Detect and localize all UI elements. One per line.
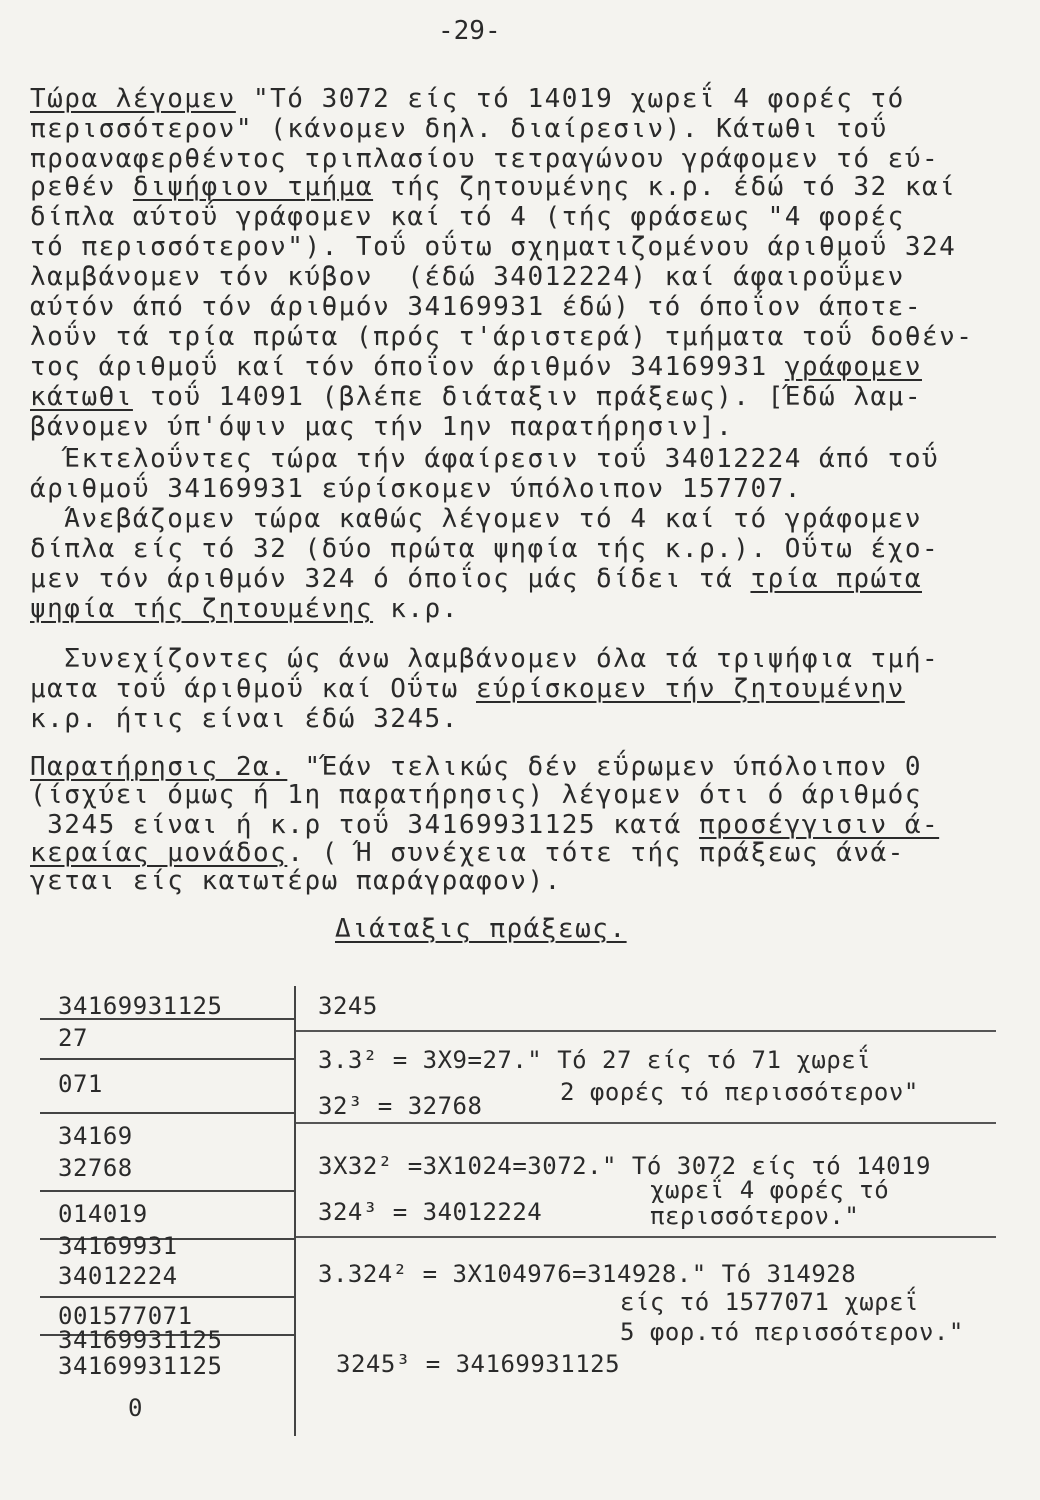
text-run: Άνεβάζομεν τώρα καθώς λέγομεν τό 4 καί τό γράφομεν [30,504,922,534]
underlined-text: τρία πρώτα [750,564,922,594]
text-run: τοΰ 14091 (βλέπε διάταξιν πράξεως). [Έδώ λαμ- [132,382,922,412]
right-value: 2 φορές τό περισσότερον" [560,1078,919,1106]
right-value: 3245 [318,992,378,1020]
column-divider [294,986,296,1436]
text-line [30,564,922,594]
text-line [30,202,905,232]
text-run: τό περισσότερον"). Τοΰ οΰτω σχηματιζομένου άριθμοΰ 324 [30,232,957,262]
rule [40,1190,294,1192]
text-run: τος άριθμοΰ καί τόν όποΐον άριθμόν 34169931 [30,352,785,382]
text-line [30,866,562,896]
text-line [30,352,922,382]
text-run: Έκτελοΰντες τώρα τήν άφαίρεσιν τοΰ 34012224 άπό τοΰ [30,444,940,474]
rule [40,1112,294,1114]
text-line [30,780,922,810]
text-run: μεν τόν άριθμόν 324 ό όποΐος μάς δίδει τά [30,564,751,594]
text-run: ματα τοΰ άριθμοΰ καί Οΰτω [30,674,476,704]
text-run: δίπλα αύτοΰ γράφομεν καί τό 4 (τής φράσεως "4 φορές [30,202,905,232]
left-value: 34169 [58,1122,133,1150]
left-value: 071 [58,1070,103,1098]
left-value: 32768 [58,1154,133,1182]
right-value: 5 φορ.τό περισσότερον." [620,1318,964,1346]
text-line [30,262,905,292]
left-value: 34012224 [58,1262,178,1290]
text-line [30,534,939,564]
underlined-text: γράφομεν [784,352,922,382]
underlined-text: κεραίας μονάδος [30,838,288,868]
left-value: 0 [128,1394,143,1422]
underlined-text: ψηφία τής ζητουμένης [30,594,374,624]
text-line [30,474,802,504]
left-value: 001577071 [58,1302,193,1330]
text-run: άριθμοΰ 34169931 εύρίσκομεν ύπόλοιπον 157707. [30,474,802,504]
rule [296,1030,996,1032]
text-run: λοΰν τά τρία πρώτα (πρός τ'άριστερά) τμήματα τοΰ δοθέν- [30,322,974,352]
left-value: 34169931125 [58,1326,223,1354]
text-run: κ.ρ. [373,594,459,624]
text-line [30,444,939,474]
text-run: Συνεχίζοντες ώς άνω λαμβάνομεν όλα τά τριψήφια τμή- [30,644,940,674]
left-value: 34169931125 [58,1352,223,1380]
text-line [30,674,905,704]
right-value: 3Χ32² =3Χ1024=3072." Τό 3072 είς τό 14019 [318,1152,931,1180]
text-run: τής ζητουμένης κ.ρ. έδώ τό 32 καί [373,172,957,202]
text-line [30,172,956,202]
text-line [30,752,922,782]
text-run: αύτόν άπό τόν άριθμόν 34169931 έδώ) τό όποΐον άποτε- [30,292,922,322]
text-run: ρεθέν [30,172,133,202]
text-run: λαμβάνομεν τόν κύβον (έδώ 34012224) καί άφαιροΰμεν [30,262,905,292]
page-number: -29- [438,16,501,46]
text-run: 3245 είναι ή κ.ρ τοΰ 34169931125 κατά [30,810,699,840]
text-line [30,322,973,352]
text-run: δίπλα είς τό 32 (δύο πρώτα ψηφία τής κ.ρ.). Οΰτω έχο- [30,534,940,564]
text-run: προαναφερθέντος τριπλασίου τετραγώνου γράφομεν τό εύ- [30,144,940,174]
right-value: περισσότερον." [650,1202,860,1230]
text-run: κ.ρ. ήτις είναι έδώ 3245. [30,704,459,734]
text-line [30,84,905,114]
text-run: "Έάν τελικώς δέν εΰρωμεν ύπόλοιπον 0 [287,752,922,782]
left-value: 34169931125 [58,992,223,1020]
right-value: 3245³ = 34169931125 [336,1350,621,1378]
underlined-text: διψήφιον τμήμα [132,172,374,202]
left-value: 014019 [58,1200,148,1228]
left-value: 34169931 [58,1232,178,1260]
text-line [30,644,939,674]
right-value: 3.3² = 3Χ9=27." Τό 27 είς τό 71 χωρεΐ [318,1046,872,1074]
right-value: χωρεΐ 4 φορές τό [650,1176,890,1204]
text-run: βάνομεν ύπ'όψιν μας τήν 1ην παρατήρησιν]. [30,412,734,442]
text-line [30,704,459,734]
underlined-text: Παρατήρησις 2α. [30,752,288,782]
text-run: . ( Ή συνέχεια τότε τής πράξεως άνά- [287,838,905,868]
left-value: 27 [58,1024,88,1052]
rule [296,1122,996,1124]
rule [296,1236,996,1238]
rule [40,1058,294,1060]
section-title: Διάταξις πράξεως. [335,914,627,944]
rule [40,1296,294,1298]
text-line [30,292,922,322]
text-line [30,114,888,144]
text-run: περισσότερον" (κάνομεν δηλ. διαίρεσιν). Κάτωθι τοΰ [30,114,888,144]
text-line [30,504,922,534]
text-line [30,382,922,412]
text-run: "Τό 3072 είς τό 14019 χωρεΐ 4 φορές τό [235,84,905,114]
text-line [30,232,956,262]
text-run: (ίσχύει όμως ή 1η παρατήρησις) λέγομεν ότι ό άριθμός [30,780,922,810]
text-line [30,594,459,624]
underlined-text: προσέγγισιν ά- [698,810,940,840]
right-value: είς τό 1577071 χωρεΐ [620,1288,919,1316]
text-line [30,810,939,840]
text-line [30,412,733,442]
right-value: 3.324² = 3Χ104976=314928." Τό 314928 [318,1260,857,1288]
underlined-text: εύρίσκομεν τήν ζητουμένην [476,674,905,704]
text-line [30,838,905,868]
right-value: 32³ = 32768 [318,1092,483,1120]
underlined-text: Τώρα λέγομεν [30,84,236,114]
text-run: γεται είς κατωτέρω παράγραφον). [30,866,562,896]
underlined-text: κάτωθι [30,382,133,412]
text-line [30,144,939,174]
right-value: 324³ = 34012224 [318,1198,543,1226]
